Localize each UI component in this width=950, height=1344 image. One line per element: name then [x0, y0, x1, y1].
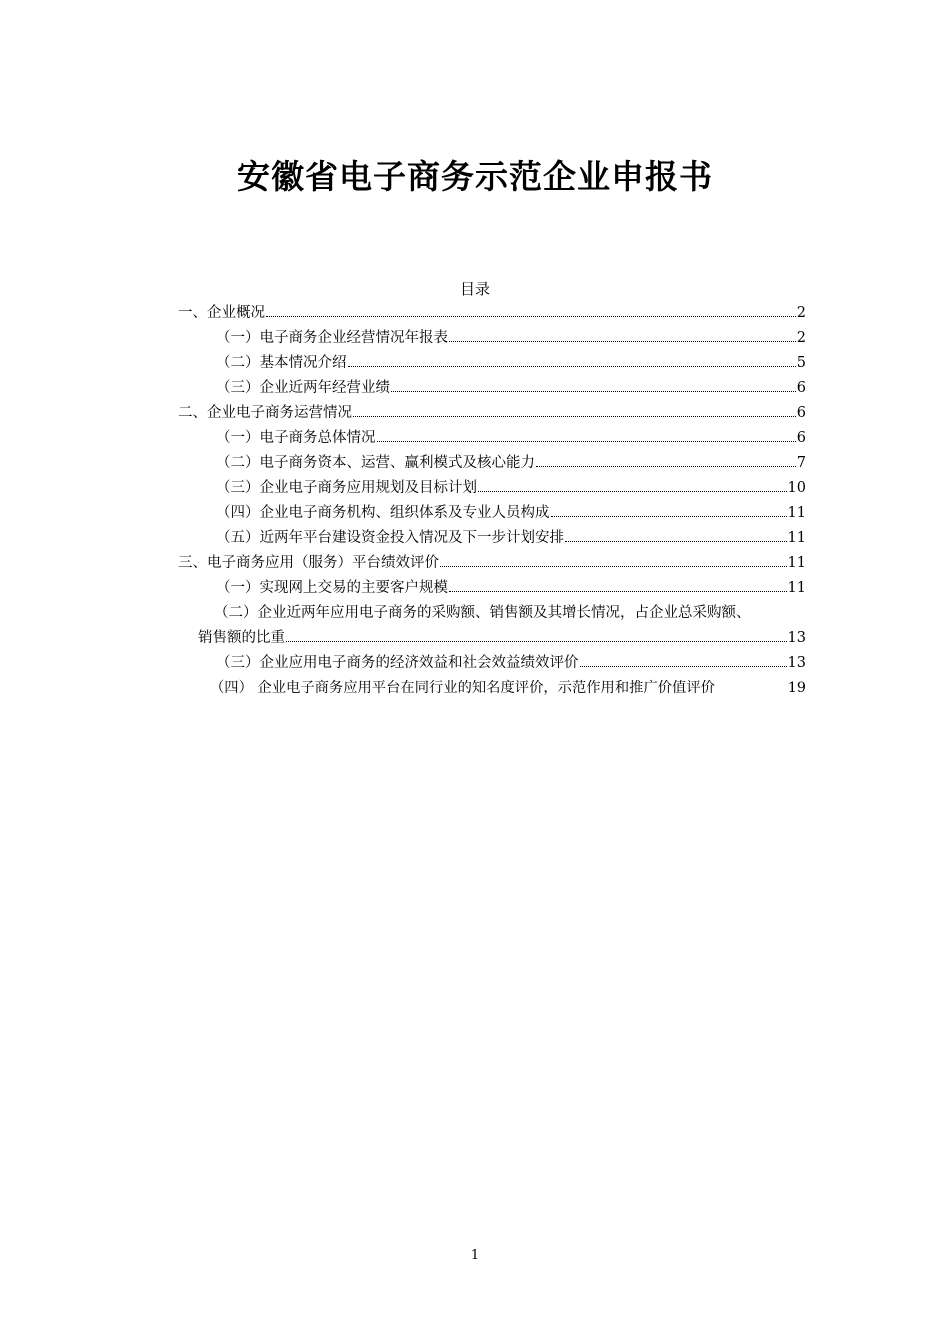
toc-entry-label: （三）企业应用电子商务的经济效益和社会效益绩效评价 [216, 655, 579, 671]
toc-entry-3-3[interactable] [178, 651, 806, 676]
toc-entry-label-continued: 销售额的比重 [198, 630, 285, 646]
table-of-contents [178, 301, 806, 701]
toc-entry-page: 2 [796, 330, 806, 346]
toc-entry-label: 三、电子商务应用（服务）平台绩效评价 [178, 555, 439, 571]
toc-entry-1-2[interactable] [178, 351, 806, 376]
dot-leader [440, 566, 787, 567]
toc-entry-section-3[interactable] [178, 551, 806, 576]
dot-leader [286, 641, 787, 642]
dot-leader [348, 366, 796, 367]
toc-entry-page: 13 [787, 655, 806, 671]
toc-entry-label: （五）近两年平台建设资金投入情况及下一步计划安排 [216, 530, 564, 546]
toc-entry-label: 一、企业概况 [178, 305, 265, 321]
dot-leader [551, 516, 787, 517]
toc-entry-page: 7 [796, 455, 806, 471]
dot-leader [565, 541, 787, 542]
toc-entry-label: （一）电子商务总体情况 [216, 430, 376, 446]
toc-entry-label: 二、企业电子商务运营情况 [178, 405, 352, 421]
toc-entry-2-2[interactable] [178, 451, 806, 476]
toc-entry-section-1[interactable] [178, 301, 806, 326]
toc-entry-2-4[interactable] [178, 501, 806, 526]
toc-entry-label: （四） 企业电子商务应用平台在同行业的知名度评价，示范作用和推广价值评价 [210, 680, 715, 696]
toc-entry-section-2[interactable] [178, 401, 806, 426]
toc-entry-label: （一）实现网上交易的主要客户规模 [216, 580, 448, 596]
toc-entry-3-1[interactable] [178, 576, 806, 601]
toc-entry-page: 5 [796, 355, 806, 371]
dot-leader [391, 391, 796, 392]
dot-leader [266, 316, 796, 317]
toc-entry-page: 11 [787, 555, 806, 571]
document-title: 安徽省电子商务示范企业申报书 [237, 157, 713, 196]
toc-entry-3-4[interactable] [178, 676, 806, 701]
toc-entry-page: 10 [787, 480, 806, 496]
toc-entry-label: （一）电子商务企业经营情况年报表 [216, 330, 448, 346]
toc-entry-label: （二）基本情况介绍 [216, 355, 347, 371]
dot-leader [478, 491, 787, 492]
toc-entry-page: 19 [787, 680, 806, 696]
toc-entry-1-1[interactable] [178, 326, 806, 351]
dot-leader [536, 466, 796, 467]
toc-entry-page: 6 [796, 430, 806, 446]
dot-leader [449, 341, 796, 342]
toc-entry-2-1[interactable] [178, 426, 806, 451]
dot-leader [377, 441, 796, 442]
toc-entry-page: 2 [796, 305, 806, 321]
toc-entry-label: （三）企业近两年经营业绩 [216, 380, 390, 396]
toc-entry-page: 11 [787, 530, 806, 546]
page-number: 1 [470, 1248, 480, 1263]
toc-entry-label: （二）企业近两年应用电子商务的采购额、销售额及其增长情况，占企业总采购额、 [214, 605, 751, 621]
toc-entry-2-3[interactable] [178, 476, 806, 501]
toc-entry-label: （三）企业电子商务应用规划及目标计划 [216, 480, 477, 496]
toc-heading: 目录 [459, 280, 490, 298]
dot-leader [580, 666, 787, 667]
toc-entry-page: 13 [787, 630, 806, 646]
toc-entry-1-3[interactable] [178, 376, 806, 401]
dot-leader [353, 416, 796, 417]
toc-entry-label: （四）企业电子商务机构、组织体系及专业人员构成 [216, 505, 550, 521]
toc-entry-page: 11 [787, 505, 806, 521]
toc-entry-label: （二）电子商务资本、运营、赢利模式及核心能力 [216, 455, 535, 471]
toc-entry-3-2[interactable] [178, 601, 806, 651]
toc-entry-page: 11 [787, 580, 806, 596]
toc-entry-2-5[interactable] [178, 526, 806, 551]
dot-leader [449, 591, 787, 592]
toc-entry-page: 6 [796, 380, 806, 396]
toc-entry-page: 6 [796, 405, 806, 421]
